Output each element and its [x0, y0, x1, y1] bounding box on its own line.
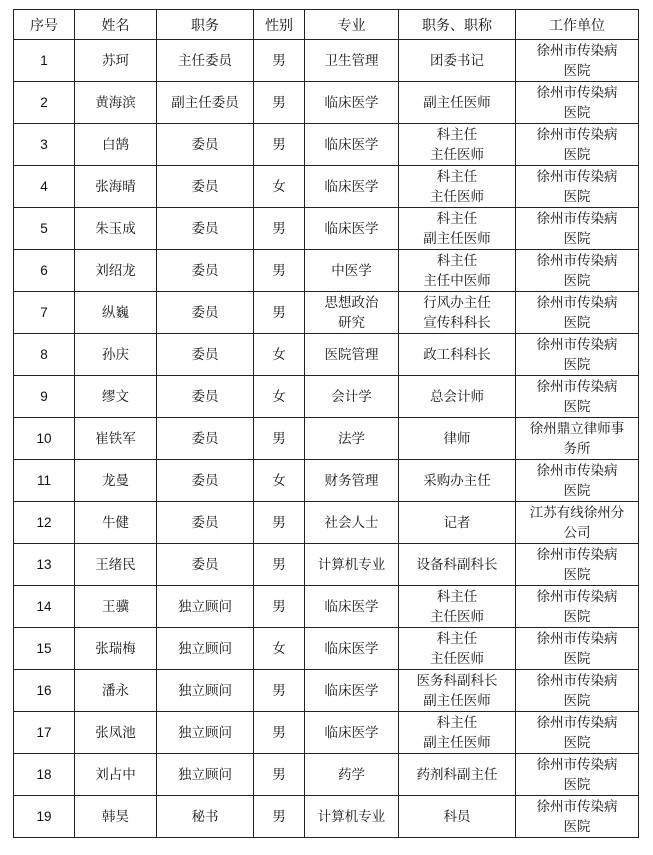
cell-org-line: 务所 [563, 440, 591, 457]
header-title: 职务、职称 [399, 10, 516, 40]
cell-major-line: 临床医学 [324, 220, 379, 237]
table-row [14, 502, 639, 544]
cell-name: 缪文 [75, 376, 157, 418]
cell-org-line: 医院 [563, 776, 591, 793]
cell-title [399, 628, 516, 670]
cell-name: 孙庆 [75, 334, 157, 376]
cell-title-line: 副主任医师 [423, 230, 491, 247]
cell-org [516, 586, 639, 628]
cell-title-line: 科主任 [436, 252, 478, 269]
cell-no: 13 [14, 544, 75, 586]
cell-no: 3 [14, 124, 75, 166]
cell-title-line: 设备科副科长 [416, 556, 498, 573]
table-row [14, 208, 639, 250]
cell-sex: 女 [254, 376, 305, 418]
header-major: 专业 [305, 10, 399, 40]
cell-org-line: 徐州市传染病 [536, 84, 618, 101]
cell-title-line: 副主任医师 [423, 734, 491, 751]
cell-name: 纵巍 [75, 292, 157, 334]
cell-org-line: 医院 [563, 356, 591, 373]
table-row [14, 670, 639, 712]
table-row [14, 40, 639, 82]
cell-post: 主任委员 [157, 40, 254, 82]
cell-major-line: 计算机专业 [317, 808, 386, 825]
cell-major [305, 586, 399, 628]
cell-sex: 男 [254, 418, 305, 460]
cell-name: 张瑞梅 [75, 628, 157, 670]
cell-org-line: 医院 [563, 818, 591, 835]
cell-org-line: 公司 [563, 524, 591, 541]
cell-name: 黄海滨 [75, 82, 157, 124]
cell-sex: 男 [254, 670, 305, 712]
cell-org [516, 292, 639, 334]
cell-title-line: 政工科科长 [423, 346, 491, 363]
header-row [14, 10, 639, 40]
cell-major-line: 财务管理 [324, 472, 379, 489]
cell-name: 韩昊 [75, 796, 157, 838]
cell-major-line: 临床医学 [324, 724, 379, 741]
cell-sex: 男 [254, 250, 305, 292]
cell-major-line: 临床医学 [324, 94, 379, 111]
cell-org [516, 250, 639, 292]
header-post: 职务 [157, 10, 254, 40]
cell-name: 牛健 [75, 502, 157, 544]
cell-no: 17 [14, 712, 75, 754]
cell-major [305, 166, 399, 208]
header-sex: 性别 [254, 10, 305, 40]
cell-no: 10 [14, 418, 75, 460]
cell-sex: 男 [254, 544, 305, 586]
cell-org-line: 医院 [563, 482, 591, 499]
cell-title [399, 754, 516, 796]
cell-major [305, 418, 399, 460]
cell-no: 16 [14, 670, 75, 712]
cell-major-line: 药学 [338, 766, 365, 783]
cell-post: 独立顾问 [157, 628, 254, 670]
cell-major [305, 292, 399, 334]
cell-title [399, 40, 516, 82]
cell-major [305, 250, 399, 292]
cell-no: 12 [14, 502, 75, 544]
cell-no: 19 [14, 796, 75, 838]
cell-org [516, 460, 639, 502]
cell-sex: 男 [254, 40, 305, 82]
cell-name: 王绪民 [75, 544, 157, 586]
cell-org [516, 670, 639, 712]
cell-major-line: 临床医学 [324, 178, 379, 195]
table-row [14, 166, 639, 208]
cell-org [516, 124, 639, 166]
cell-title-line: 律师 [443, 430, 471, 447]
cell-org [516, 544, 639, 586]
cell-sex: 男 [254, 208, 305, 250]
cell-major [305, 82, 399, 124]
cell-title-line: 科主任 [436, 168, 478, 185]
cell-post: 委员 [157, 544, 254, 586]
table-row [14, 796, 639, 838]
cell-name: 张凤池 [75, 712, 157, 754]
cell-no: 4 [14, 166, 75, 208]
cell-org-line: 医院 [563, 608, 591, 625]
cell-title [399, 376, 516, 418]
cell-major [305, 460, 399, 502]
cell-sex: 男 [254, 124, 305, 166]
cell-major [305, 544, 399, 586]
cell-org-line: 医院 [563, 146, 591, 163]
table-row [14, 460, 639, 502]
cell-org-line: 医院 [563, 188, 591, 205]
cell-org-line: 徐州市传染病 [536, 378, 618, 395]
cell-major-line: 研究 [338, 314, 365, 331]
cell-name: 苏珂 [75, 40, 157, 82]
cell-org-line: 徐州市传染病 [536, 546, 618, 563]
cell-post: 委员 [157, 502, 254, 544]
cell-org-line: 徐州市传染病 [536, 252, 618, 269]
cell-post: 委员 [157, 418, 254, 460]
table-row [14, 712, 639, 754]
table-row [14, 418, 639, 460]
cell-major [305, 334, 399, 376]
cell-post: 副主任委员 [157, 82, 254, 124]
cell-major-line: 临床医学 [324, 136, 379, 153]
cell-major [305, 712, 399, 754]
cell-name: 潘永 [75, 670, 157, 712]
cell-org [516, 208, 639, 250]
cell-org-line: 徐州市传染病 [536, 672, 618, 689]
cell-no: 6 [14, 250, 75, 292]
table-row [14, 544, 639, 586]
header-no: 序号 [14, 10, 75, 40]
cell-name: 刘绍龙 [75, 250, 157, 292]
cell-org-line: 医院 [563, 692, 591, 709]
member-table [13, 9, 639, 838]
cell-org [516, 754, 639, 796]
cell-no: 2 [14, 82, 75, 124]
cell-sex: 男 [254, 82, 305, 124]
table-row [14, 376, 639, 418]
cell-no: 9 [14, 376, 75, 418]
cell-no: 18 [14, 754, 75, 796]
cell-title-line: 副主任医师 [423, 692, 491, 709]
cell-sex: 男 [254, 796, 305, 838]
cell-post: 秘书 [157, 796, 254, 838]
cell-title [399, 460, 516, 502]
cell-org-line: 徐州市传染病 [536, 126, 618, 143]
cell-major [305, 796, 399, 838]
cell-no: 14 [14, 586, 75, 628]
cell-title [399, 502, 516, 544]
cell-name: 王骥 [75, 586, 157, 628]
cell-org [516, 502, 639, 544]
cell-org [516, 376, 639, 418]
cell-title-line: 科员 [443, 808, 471, 825]
cell-sex: 男 [254, 754, 305, 796]
cell-major-line: 思想政治 [324, 294, 379, 311]
cell-sex: 男 [254, 586, 305, 628]
cell-major-line: 临床医学 [324, 640, 379, 657]
cell-org-line: 医院 [563, 62, 591, 79]
table-row [14, 124, 639, 166]
cell-name: 龙曼 [75, 460, 157, 502]
cell-title-line: 副主任医师 [423, 94, 491, 111]
cell-org-line: 医院 [563, 272, 591, 289]
cell-major-line: 医院管理 [324, 346, 379, 363]
cell-org [516, 166, 639, 208]
cell-major [305, 628, 399, 670]
cell-major-line: 临床医学 [324, 598, 379, 615]
cell-title [399, 166, 516, 208]
cell-name: 崔铁军 [75, 418, 157, 460]
cell-post: 委员 [157, 460, 254, 502]
cell-post: 委员 [157, 124, 254, 166]
table-row [14, 250, 639, 292]
cell-major [305, 670, 399, 712]
cell-org-line: 徐州市传染病 [536, 630, 618, 647]
cell-title-line: 主任医师 [430, 650, 484, 667]
cell-org-line: 医院 [563, 230, 591, 247]
cell-major-line: 法学 [338, 430, 365, 447]
cell-major-line: 卫生管理 [324, 52, 379, 69]
cell-title [399, 292, 516, 334]
cell-title-line: 主任医师 [430, 188, 484, 205]
cell-title-line: 宣传科科长 [423, 314, 491, 331]
cell-no: 15 [14, 628, 75, 670]
cell-title-line: 团委书记 [430, 52, 484, 69]
cell-org-line: 徐州市传染病 [536, 588, 618, 605]
cell-org-line: 医院 [563, 314, 591, 331]
table-body [14, 40, 639, 838]
cell-org-line: 徐州市传染病 [536, 168, 618, 185]
cell-no: 7 [14, 292, 75, 334]
cell-post: 独立顾问 [157, 754, 254, 796]
table-row [14, 586, 639, 628]
header-org: 工作单位 [516, 10, 639, 40]
cell-org-line: 徐州市传染病 [536, 294, 618, 311]
cell-title [399, 712, 516, 754]
cell-org [516, 40, 639, 82]
cell-sex: 男 [254, 712, 305, 754]
cell-title-line: 主任医师 [430, 146, 484, 163]
cell-major-line: 临床医学 [324, 682, 379, 699]
cell-sex: 女 [254, 166, 305, 208]
cell-major-line: 计算机专业 [317, 556, 386, 573]
cell-title-line: 行风办主任 [423, 294, 491, 311]
cell-major [305, 754, 399, 796]
table-row [14, 334, 639, 376]
cell-post: 委员 [157, 250, 254, 292]
cell-major [305, 208, 399, 250]
cell-sex: 女 [254, 628, 305, 670]
cell-title [399, 124, 516, 166]
cell-title-line: 记者 [443, 514, 471, 531]
cell-org-line: 徐州鼎立律师事 [529, 420, 625, 437]
cell-no: 11 [14, 460, 75, 502]
cell-major-line: 会计学 [331, 388, 372, 405]
cell-title-line: 采购办主任 [423, 472, 491, 489]
cell-major [305, 502, 399, 544]
cell-title-line: 总会计师 [430, 388, 484, 405]
cell-title [399, 670, 516, 712]
table-row [14, 292, 639, 334]
cell-title-line: 主任中医师 [423, 272, 491, 289]
cell-sex: 女 [254, 334, 305, 376]
cell-org-line: 医院 [563, 104, 591, 121]
cell-org-line: 徐州市传染病 [536, 210, 618, 227]
cell-name: 朱玉成 [75, 208, 157, 250]
cell-title [399, 418, 516, 460]
cell-major [305, 40, 399, 82]
table-row [14, 82, 639, 124]
cell-org [516, 418, 639, 460]
cell-name: 张海晴 [75, 166, 157, 208]
cell-major-line: 中医学 [331, 262, 372, 279]
table-row [14, 754, 639, 796]
cell-title-line: 药剂科副主任 [416, 766, 498, 783]
cell-post: 独立顾问 [157, 586, 254, 628]
cell-org-line: 徐州市传染病 [536, 798, 618, 815]
cell-name: 白鹄 [75, 124, 157, 166]
cell-no: 8 [14, 334, 75, 376]
cell-major [305, 376, 399, 418]
cell-org [516, 712, 639, 754]
cell-no: 1 [14, 40, 75, 82]
table-row [14, 628, 639, 670]
cell-no: 5 [14, 208, 75, 250]
cell-name: 刘占中 [75, 754, 157, 796]
cell-org-line: 医院 [563, 734, 591, 751]
cell-org-line: 医院 [563, 566, 591, 583]
cell-org-line: 医院 [563, 398, 591, 415]
header-name: 姓名 [75, 10, 157, 40]
cell-org [516, 796, 639, 838]
cell-title [399, 82, 516, 124]
cell-title [399, 208, 516, 250]
cell-title [399, 334, 516, 376]
cell-title-line: 医务科副科长 [416, 672, 498, 689]
cell-title-line: 科主任 [436, 630, 478, 647]
cell-major-line: 社会人士 [324, 514, 379, 531]
cell-title-line: 科主任 [436, 210, 478, 227]
cell-org [516, 82, 639, 124]
cell-post: 委员 [157, 208, 254, 250]
cell-org-line: 徐州市传染病 [536, 42, 618, 59]
cell-title-line: 主任医师 [430, 608, 484, 625]
cell-title [399, 544, 516, 586]
cell-org-line: 徐州市传染病 [536, 462, 618, 479]
cell-org [516, 628, 639, 670]
cell-title [399, 796, 516, 838]
cell-post: 委员 [157, 292, 254, 334]
cell-org [516, 334, 639, 376]
cell-post: 委员 [157, 166, 254, 208]
cell-post: 独立顾问 [157, 670, 254, 712]
cell-sex: 男 [254, 502, 305, 544]
cell-major [305, 124, 399, 166]
cell-title-line: 科主任 [436, 714, 478, 731]
cell-org-line: 医院 [563, 650, 591, 667]
cell-title [399, 586, 516, 628]
cell-title [399, 250, 516, 292]
cell-title-line: 科主任 [436, 588, 478, 605]
cell-org-line: 徐州市传染病 [536, 756, 618, 773]
table-header [14, 10, 639, 40]
cell-title-line: 科主任 [436, 126, 478, 143]
cell-post: 委员 [157, 376, 254, 418]
cell-post: 独立顾问 [157, 712, 254, 754]
cell-sex: 女 [254, 460, 305, 502]
cell-sex: 男 [254, 292, 305, 334]
cell-post: 委员 [157, 334, 254, 376]
cell-org-line: 徐州市传染病 [536, 714, 618, 731]
cell-org-line: 江苏有线徐州分 [529, 504, 625, 521]
cell-org-line: 徐州市传染病 [536, 336, 618, 353]
